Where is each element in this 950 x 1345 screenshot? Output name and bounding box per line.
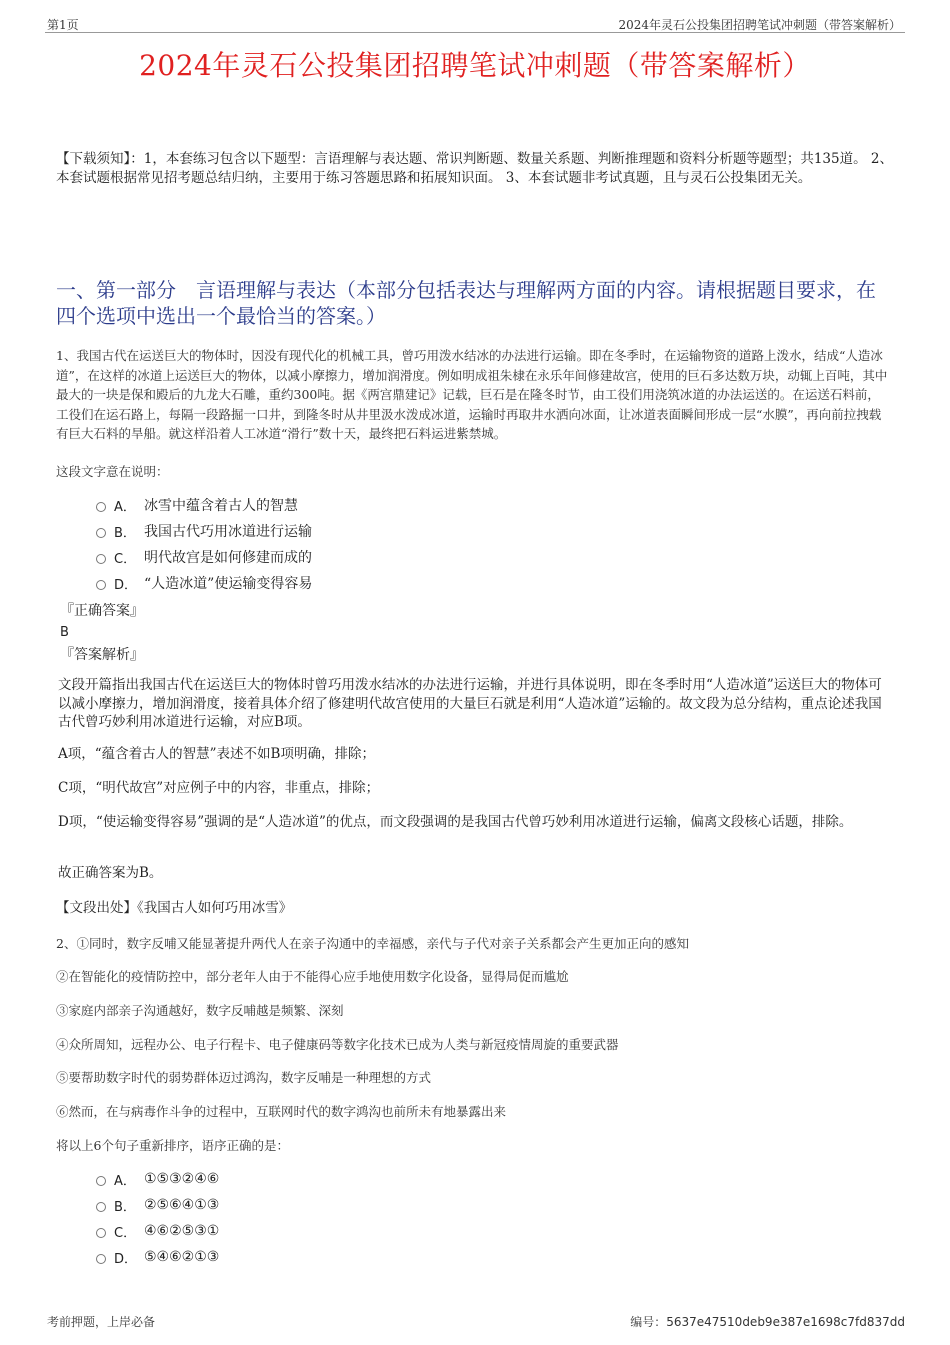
analysis-c-note: C项，“明代故宫”对应例子中的内容，非重点，排除； bbox=[58, 780, 380, 796]
page-number: 第1页 bbox=[47, 18, 79, 32]
radio-button[interactable] bbox=[96, 580, 106, 590]
question-1-option-c[interactable]: C． 明代故宫是如何修建而成的 bbox=[96, 544, 312, 570]
footer-slogan: 考前押题，上岸必备 bbox=[47, 1315, 156, 1329]
question-2-prompt: 将以上6个句子重新排序，语序正确的是： bbox=[56, 1138, 289, 1153]
radio-button[interactable] bbox=[96, 1228, 106, 1238]
answer-block bbox=[60, 600, 144, 666]
question-2-line: ③家庭内部亲子沟通越好，数字反哺越是频繁、深刻 bbox=[56, 1003, 344, 1018]
question-2-line: ⑥然而，在与病毒作斗争的过程中，互联网时代的数字鸿沟也前所未有地暴露出来 bbox=[56, 1104, 507, 1119]
radio-button[interactable] bbox=[96, 1254, 106, 1264]
page-header bbox=[45, 14, 905, 33]
question-2-line: ⑤要帮助数字时代的弱势群体迈过鸿沟，数字反哺是一种理想的方式 bbox=[56, 1070, 432, 1085]
answer-label: 『正确答案』 bbox=[60, 603, 144, 619]
question-1-text: 1、我国古代在运送巨大的物体时，因没有现代化的机械工具，曾巧用泼水结冰的办法进行运输。即在冬季时，在运输物资的道路上泼水，结成“人造冰道”，在这样的冰道上运送巨大的物体，以减小摩擦力，增加润滑度。例如明成祖朱棣在永乐年间修建故宫，使用的巨石多达数万块，动辄上百吨，其中最大的一块是保和殿后的九龙大石雕，重约300吨。据《两宫鼎建记》记载，巨石是在隆冬时节，由工役们用浇筑冰道的办法运送的。在运送石料前，工役们在运石路上，每隔一段路掘一口井，到隆冬时从井里汲水泼成冰道，运输时再取井水洒向冰面，让冰道表面瞬间形成一层“水膜”，再向前拉拽载有巨大石料的旱船。就这样沿着人工冰道“滑行”数十天，最终把石料运进紫禁城。 bbox=[56, 348, 888, 441]
question-2-option-a[interactable]: A． ①⑤③②④⑥ bbox=[96, 1166, 219, 1192]
analysis-d-note: D项，“使运输变得容易”强调的是“人造冰道”的优点，而文段强调的是我国古代曾巧妙利用冰道进行运输，偏离文段核心话题，排除。 bbox=[58, 814, 853, 830]
question-1-option-a[interactable]: A． 冰雪中蕴含着古人的智慧 bbox=[96, 492, 312, 518]
radio-button[interactable] bbox=[96, 1176, 106, 1186]
analysis-label: 『答案解析』 bbox=[60, 647, 144, 663]
radio-button[interactable] bbox=[96, 554, 106, 564]
radio-button[interactable] bbox=[96, 1202, 106, 1212]
question-1-prompt: 这段文字意在说明： bbox=[56, 464, 169, 479]
question-1-options bbox=[96, 492, 312, 596]
header-doc-title: 2024年灵石公投集团招聘笔试冲刺题（带答案解析） bbox=[618, 18, 901, 32]
document-code bbox=[630, 1313, 905, 1330]
question-2-options bbox=[96, 1166, 219, 1270]
passage-source: 【文段出处】《我国古人如何巧用冰雪》 bbox=[56, 900, 293, 916]
question-2-option-d[interactable]: D． ⑤④⑥②①③ bbox=[96, 1244, 219, 1270]
radio-button[interactable] bbox=[96, 528, 106, 538]
question-1-option-b[interactable]: B． 我国古代巧用冰道进行运输 bbox=[96, 518, 312, 544]
analysis-a-note: A项，“蕴含着古人的智慧”表述不如B项明确，排除； bbox=[58, 746, 375, 762]
question-2-line: 2、①同时，数字反哺又能显著提升两代人在亲子沟通中的幸福感，亲代与子代对亲子关系都会产生更加正向的感知 bbox=[56, 936, 689, 951]
radio-button[interactable] bbox=[96, 502, 106, 512]
question-2-line: ④众所周知，远程办公、电子行程卡、电子健康码等数字化技术已成为人类与新冠疫情周旋的重要武器 bbox=[56, 1037, 619, 1052]
answer-value: B bbox=[60, 625, 69, 640]
question-2-option-c[interactable]: C． ④⑥②⑤③① bbox=[96, 1218, 219, 1244]
document-title: 2024年灵石公投集团招聘笔试冲刺题（带答案解析） bbox=[139, 49, 811, 82]
code-value: 5637e47510deb9e387e1698c7fd837dd bbox=[666, 1315, 905, 1329]
question-2-option-b[interactable]: B． ②⑤⑥④①③ bbox=[96, 1192, 219, 1218]
download-notice: 【下载须知】：1，本套练习包含以下题型：言语理解与表达题、常识判断题、数量关系题、判断推理题和资料分析题等题型；共135道。 2、本套试题根据常见招考题总结归纳，主要用于练习答题思路和拓展知识面。 3、本套试题非考试真题，且与灵石公投集团无关。 bbox=[56, 151, 893, 186]
section-title: 一、第一部分 言语理解与表达（本部分包括表达与理解两方面的内容。请根据题目要求，在四个选项中选出一个最恰当的答案。） bbox=[56, 278, 876, 328]
code-label: 编号： bbox=[630, 1315, 667, 1329]
analysis-conclusion: 故正确答案为B。 bbox=[58, 865, 163, 881]
question-1-option-d[interactable]: D． “人造冰道”使运输变得容易 bbox=[96, 570, 312, 596]
question-2-line: ②在智能化的疫情防控中，部分老年人由于不能得心应手地使用数字化设备，显得局促而尴尬 bbox=[56, 969, 569, 984]
analysis-text: 文段开篇指出我国古代在运送巨大的物体时曾巧用泼水结冰的办法进行运输，并进行具体说明，即在冬季时用“人造冰道”运送巨大的物体可以减小摩擦力，增加润滑度，接着具体介绍了修建明代故宫使用的大量巨石就是利用“人造冰道”运输的。故文段为总分结构，重点论述我国古代曾巧妙利用冰道进行运输，对应B项。 bbox=[58, 677, 882, 730]
